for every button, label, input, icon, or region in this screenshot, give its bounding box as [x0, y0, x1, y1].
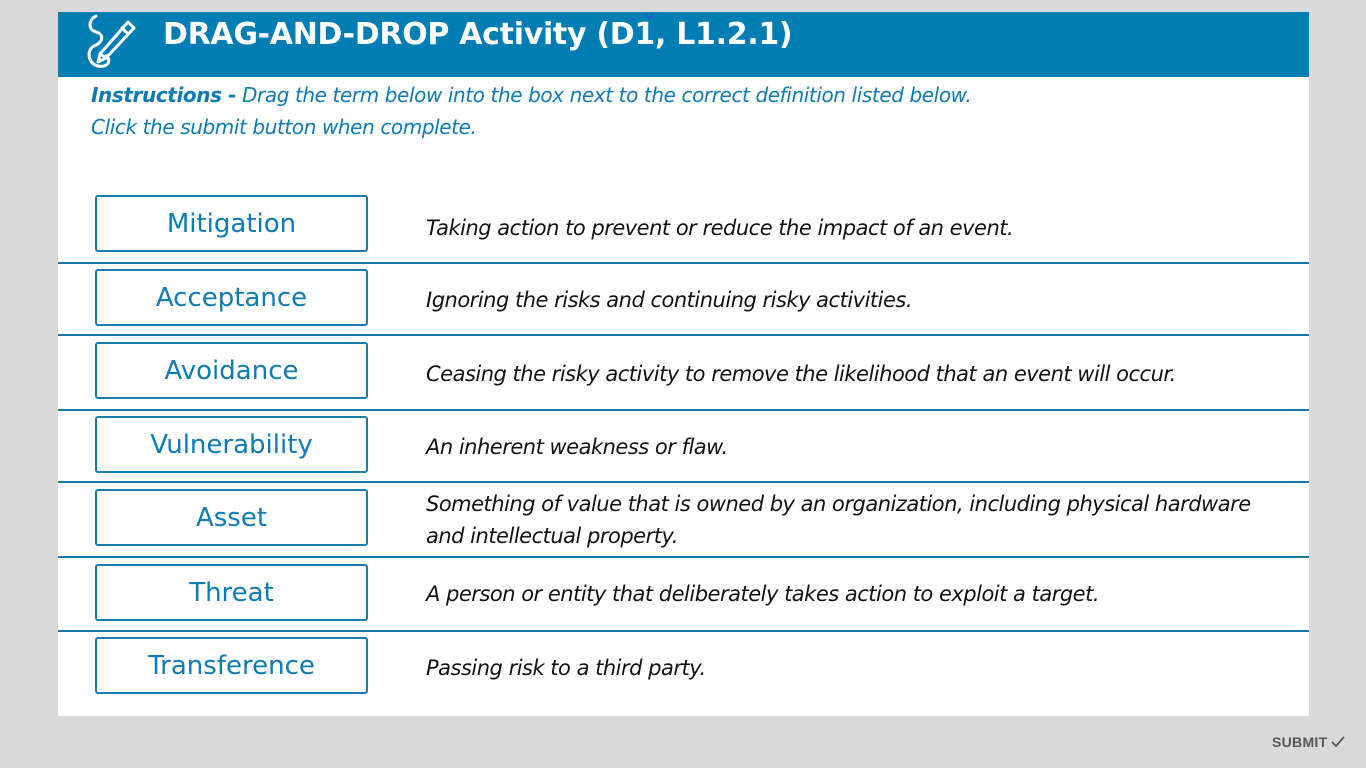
- row-divider: [58, 630, 1309, 632]
- draggable-term-threat[interactable]: Threat: [95, 564, 368, 621]
- pencil-icon: [82, 12, 136, 72]
- definition-7: Passing risk to a third party.: [426, 656, 706, 680]
- draggable-term-avoidance[interactable]: Avoidance: [95, 342, 368, 399]
- drag-handle-icon: [643, 12, 655, 20]
- page-title: DRAG-AND-DROP Activity (D1, L1.2.1): [163, 17, 793, 52]
- definition-4: An inherent weakness or flaw.: [426, 435, 728, 459]
- instructions-text: [91, 79, 1271, 143]
- row-divider: [58, 334, 1309, 336]
- instructions-lead: Instructions -: [91, 83, 237, 107]
- draggable-term-mitigation[interactable]: Mitigation: [95, 195, 368, 252]
- activity-slide: [58, 12, 1309, 716]
- definition-6: A person or entity that deliberately takes action to exploit a target.: [426, 582, 1099, 606]
- draggable-term-acceptance[interactable]: Acceptance: [95, 269, 368, 326]
- definition-3: Ceasing the risky activity to remove the likelihood that an event will occur.: [426, 362, 1176, 386]
- submit-label: SUBMIT: [1272, 734, 1328, 750]
- definition-1: Taking action to prevent or reduce the impact of an event.: [426, 216, 1014, 240]
- draggable-term-asset[interactable]: Asset: [95, 489, 368, 546]
- draggable-term-transference[interactable]: Transference: [95, 637, 368, 694]
- definition-2: Ignoring the risks and continuing risky activities.: [426, 288, 913, 312]
- row-divider: [58, 262, 1309, 264]
- row-divider: [58, 409, 1309, 411]
- submit-button[interactable]: [1272, 732, 1346, 752]
- checkmark-icon: [1330, 735, 1346, 749]
- header-bar: [58, 12, 1309, 77]
- draggable-term-vulnerability[interactable]: Vulnerability: [95, 416, 368, 473]
- row-divider: [58, 481, 1309, 483]
- row-divider: [58, 556, 1309, 558]
- instructions-line-1: Drag the term below into the box next to the correct definition listed below.: [236, 83, 972, 107]
- instructions-line-2: Click the submit button when complete.: [91, 115, 477, 139]
- definition-5: Something of value that is owned by an organization, including physical hardware and intellectual property.: [426, 492, 1251, 548]
